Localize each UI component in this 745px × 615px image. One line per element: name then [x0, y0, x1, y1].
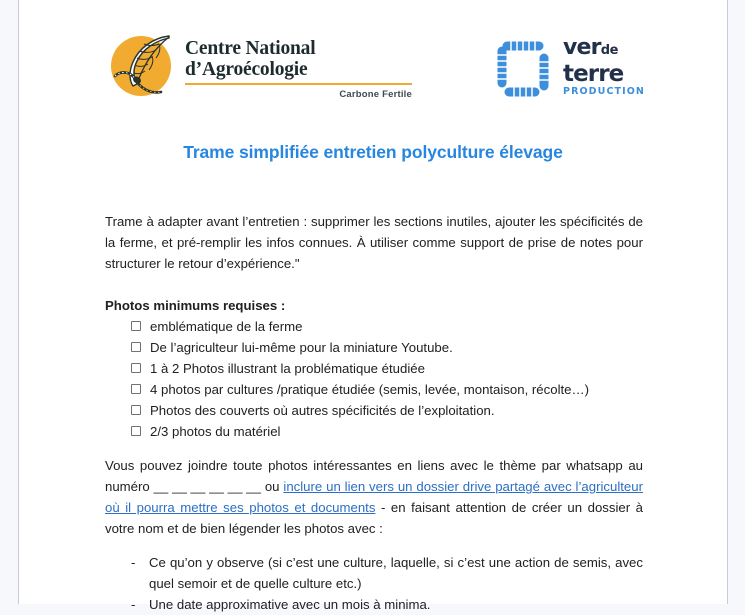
- list-item[interactable]: [131, 358, 643, 379]
- logo-right-line1-small: de: [600, 43, 619, 58]
- attachment-text-before: Vous pouvez joindre toute photos intéressantes en liens avec le thème par whatsapp au numéro __ __ __ __ __ __ ou: [105, 458, 643, 495]
- leaf-worm-icon: [107, 32, 179, 104]
- list-item[interactable]: [131, 337, 643, 358]
- logo-left-text: [185, 38, 412, 100]
- list-item[interactable]: [131, 379, 643, 400]
- logo-right-line1: [563, 37, 653, 62]
- drive-folder-link[interactable]: inclure un lien vers un dossier drive partagé avec l’agriculteur où il pourra mettre ses photos et documents: [105, 479, 643, 516]
- document-title: Trame simplifiée entretien polyculture élevage: [183, 142, 563, 162]
- caption-guideline-label: Ce qu’on y observe (si c’est une culture, laquelle, si c’est une action de semis, avec quel semoir et de quelle culture etc.): [149, 555, 643, 592]
- photos-checklist: [105, 316, 643, 442]
- checkbox-icon[interactable]: [131, 342, 141, 352]
- caption-guideline-label: Une date approximative avec un mois à minima.: [149, 597, 431, 613]
- logo-right-text: [563, 37, 653, 98]
- checklist-label: 4 photos par cultures /pratique étudiée (semis, levée, montaison, récolte…): [150, 382, 590, 397]
- checkbox-icon[interactable]: [131, 426, 141, 436]
- document-body: [105, 211, 643, 615]
- checkbox-icon[interactable]: [131, 321, 141, 331]
- logo-right-line1-main: ver: [563, 35, 601, 60]
- checklist-label: 1 à 2 Photos illustrant la problématique étudiée: [150, 361, 425, 376]
- dash-bullet-icon: -: [131, 555, 136, 571]
- logo-left-rule: [185, 83, 412, 85]
- logo-ver-de-terre-production: [489, 32, 649, 110]
- checkbox-icon[interactable]: [131, 363, 141, 373]
- logo-right-line2: terre: [563, 61, 624, 87]
- photos-required-heading: Photos minimums requises :: [105, 298, 286, 313]
- caption-guidelines-list: [105, 552, 643, 615]
- checkbox-icon[interactable]: [131, 405, 141, 415]
- logo-right-line3: PRODUCTION: [563, 86, 645, 97]
- checklist-label: Photos des couverts où autres spécificités de l’exploitation.: [150, 403, 495, 418]
- checkbox-icon[interactable]: [131, 384, 141, 394]
- checklist-label: 2/3 photos du matériel: [150, 424, 281, 439]
- checklist-label: emblématique de la ferme: [150, 319, 303, 334]
- list-item[interactable]: [131, 400, 643, 421]
- list-item[interactable]: [131, 316, 643, 337]
- dash-bullet-icon: -: [131, 597, 136, 613]
- attachment-paragraph: [105, 455, 643, 539]
- document-page: [18, 0, 728, 613]
- intro-paragraph: Trame à adapter avant l’entretien : supprimer les sections inutiles, ajouter les spécificités de la ferme, et pré-remplir les infos connues. À utiliser comme support de prise de notes pour structurer le retour d’expérience.": [105, 214, 643, 271]
- spacer: [105, 274, 643, 295]
- worm-square-icon: [489, 36, 557, 104]
- attachment-text-after: - en faisant attention de créer un dossier à votre nom et de bien légender les photos avec :: [105, 500, 643, 537]
- list-item: [131, 552, 643, 594]
- list-item: [131, 594, 643, 615]
- list-item[interactable]: [131, 421, 643, 442]
- logo-left-tagline: Carbone Fertile: [339, 89, 412, 100]
- document-header: [19, 32, 727, 118]
- logo-centre-national-agroecologie: [107, 32, 412, 112]
- logo-left-line2: d’Agroécologie: [185, 59, 308, 80]
- logo-left-line1: Centre National: [185, 38, 316, 59]
- checklist-label: De l’agriculteur lui-même pour la miniature Youtube.: [150, 340, 453, 355]
